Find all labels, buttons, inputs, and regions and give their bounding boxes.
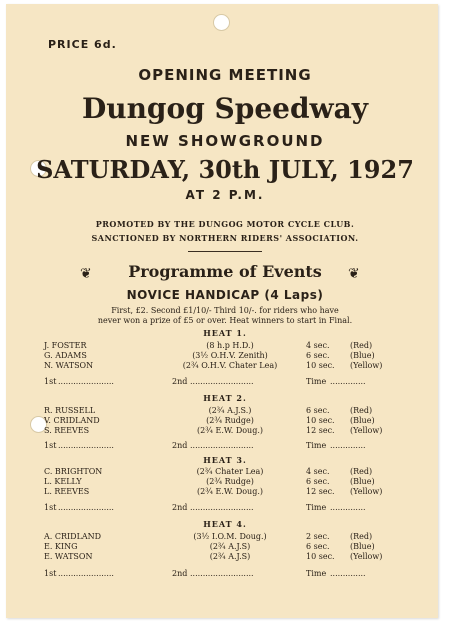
rider-handicap: 6 sec. bbox=[306, 477, 330, 486]
first-place-label: 1st bbox=[44, 503, 57, 512]
heat-title: HEAT 2. bbox=[203, 393, 247, 403]
time-blank: .............. bbox=[330, 441, 366, 450]
rider-handicap: 4 sec. bbox=[306, 467, 330, 476]
rider-colour: (Blue) bbox=[350, 477, 375, 486]
event-conditions: First, £2. Second £1/10/- Third 10/-. for riders who have bbox=[111, 306, 339, 315]
rider-row bbox=[0, 406, 450, 416]
second-place-blank: ......................... bbox=[190, 569, 254, 578]
first-place-label: 1st bbox=[44, 441, 57, 450]
time-blank: .............. bbox=[330, 377, 366, 386]
rider-name: E. WATSON bbox=[44, 552, 93, 561]
rider-machine: (2¾ E.W. Doug.) bbox=[197, 426, 263, 435]
rider-name: R. RUSSELL bbox=[44, 406, 96, 415]
second-place-label: 2nd bbox=[172, 569, 188, 578]
rider-colour: (Red) bbox=[350, 467, 373, 476]
rider-name: S. REEVES bbox=[44, 426, 90, 435]
rider-handicap: 12 sec. bbox=[306, 487, 335, 496]
time-blank: .............. bbox=[330, 569, 366, 578]
result-row bbox=[0, 377, 450, 387]
heat-title: HEAT 3. bbox=[203, 455, 247, 465]
leaf-ornament-icon: ❦ bbox=[80, 266, 92, 282]
rider-machine: (3½ I.O.M. Doug.) bbox=[193, 532, 267, 541]
rider-name: L. REEVES bbox=[44, 487, 90, 496]
rider-colour: (Yellow) bbox=[350, 361, 383, 370]
rider-name: G. ADAMS bbox=[44, 351, 87, 360]
event-title: NOVICE HANDICAP (4 Laps) bbox=[126, 288, 324, 302]
leaf-ornament-icon: ❦ bbox=[348, 266, 360, 282]
venue-heading: NEW SHOWGROUND bbox=[125, 132, 325, 150]
rider-handicap: 6 sec. bbox=[306, 351, 330, 360]
rider-row bbox=[0, 416, 450, 426]
rider-row bbox=[0, 426, 450, 436]
rider-row bbox=[0, 552, 450, 562]
result-row bbox=[0, 441, 450, 451]
rider-machine: (2¾ A.J.S) bbox=[209, 542, 251, 551]
second-place-blank: ......................... bbox=[190, 503, 254, 512]
time-blank: .............. bbox=[330, 503, 366, 512]
rider-row bbox=[0, 361, 450, 371]
second-place-blank: ......................... bbox=[190, 441, 254, 450]
second-place-label: 2nd bbox=[172, 503, 188, 512]
programme-title: Programme of Events bbox=[128, 262, 322, 281]
rider-row bbox=[0, 532, 450, 542]
rider-machine: (2¾ A.J.S.) bbox=[208, 406, 252, 415]
rider-handicap: 10 sec. bbox=[306, 361, 335, 370]
time-label: Time bbox=[306, 377, 327, 386]
rider-name: E. KING bbox=[44, 542, 78, 551]
rider-handicap: 4 sec. bbox=[306, 341, 330, 350]
punch-hole bbox=[213, 14, 230, 31]
event-conditions: never won a prize of £5 or over. Heat winners to start in Final. bbox=[97, 316, 353, 325]
rider-machine: (2¾ Rudge) bbox=[206, 416, 254, 425]
rider-row bbox=[0, 341, 450, 351]
divider bbox=[188, 251, 262, 252]
rider-machine: (8 h.p H.D.) bbox=[206, 341, 254, 350]
first-place-blank: ...................... bbox=[58, 441, 114, 450]
rider-name: A. CRIDLAND bbox=[44, 532, 102, 541]
first-place-blank: ...................... bbox=[58, 377, 114, 386]
rider-handicap: 6 sec. bbox=[306, 542, 330, 551]
rider-colour: (Red) bbox=[350, 406, 373, 415]
rider-colour: (Yellow) bbox=[350, 426, 383, 435]
rider-machine: (2¾ E.W. Doug.) bbox=[197, 487, 263, 496]
rider-machine: (2¾ Chater Lea) bbox=[196, 467, 264, 476]
first-place-blank: ...................... bbox=[58, 569, 114, 578]
rider-name: L. KELLY bbox=[44, 477, 82, 486]
rider-row bbox=[0, 487, 450, 497]
rider-colour: (Red) bbox=[350, 532, 373, 541]
rider-colour: (Blue) bbox=[350, 542, 375, 551]
second-place-label: 2nd bbox=[172, 441, 188, 450]
rider-colour: (Blue) bbox=[350, 351, 375, 360]
opening-meeting-heading: OPENING MEETING bbox=[138, 66, 312, 84]
first-place-label: 1st bbox=[44, 569, 57, 578]
rider-machine: (2¾ A.J.S) bbox=[209, 552, 251, 561]
rider-handicap: 12 sec. bbox=[306, 426, 335, 435]
rider-name: J. FOSTER bbox=[44, 341, 87, 350]
rider-handicap: 10 sec. bbox=[306, 416, 335, 425]
rider-row bbox=[0, 351, 450, 361]
rider-colour: (Yellow) bbox=[350, 487, 383, 496]
time-label: Time bbox=[306, 569, 327, 578]
result-row bbox=[0, 569, 450, 579]
event-date: SATURDAY, 30th JULY, 1927 bbox=[36, 155, 414, 184]
rider-machine: (2¾ Rudge) bbox=[206, 477, 254, 486]
heat-title: HEAT 1. bbox=[203, 328, 247, 338]
rider-row bbox=[0, 467, 450, 477]
heat-title: HEAT 4. bbox=[203, 519, 247, 529]
rider-name: C. BRIGHTON bbox=[44, 467, 103, 476]
rider-machine: (3½ O.H.V. Zenith) bbox=[192, 351, 268, 360]
rider-handicap: 6 sec. bbox=[306, 406, 330, 415]
second-place-blank: ......................... bbox=[190, 377, 254, 386]
rider-colour: (Yellow) bbox=[350, 552, 383, 561]
rider-colour: (Blue) bbox=[350, 416, 375, 425]
page-title: Dungog Speedway bbox=[81, 92, 369, 125]
start-time: AT 2 P.M. bbox=[185, 188, 265, 202]
rider-name: N. WATSON bbox=[44, 361, 94, 370]
second-place-label: 2nd bbox=[172, 377, 188, 386]
price-label: PRICE 6d. bbox=[48, 38, 117, 51]
first-place-blank: ...................... bbox=[58, 503, 114, 512]
first-place-label: 1st bbox=[44, 377, 57, 386]
rider-colour: (Red) bbox=[350, 341, 373, 350]
sanction-line: SANCTIONED BY NORTHERN RIDERS' ASSOCIATION. bbox=[91, 233, 359, 243]
rider-name: V. CRIDLAND bbox=[44, 416, 100, 425]
rider-machine: (2¾ O.H.V. Chater Lea) bbox=[182, 361, 278, 370]
promoter-line: PROMOTED BY THE DUNGOG MOTOR CYCLE CLUB. bbox=[95, 219, 355, 229]
result-row bbox=[0, 503, 450, 513]
rider-handicap: 10 sec. bbox=[306, 552, 335, 561]
rider-row bbox=[0, 542, 450, 552]
time-label: Time bbox=[306, 503, 327, 512]
rider-handicap: 2 sec. bbox=[306, 532, 330, 541]
time-label: Time bbox=[306, 441, 327, 450]
rider-row bbox=[0, 477, 450, 487]
